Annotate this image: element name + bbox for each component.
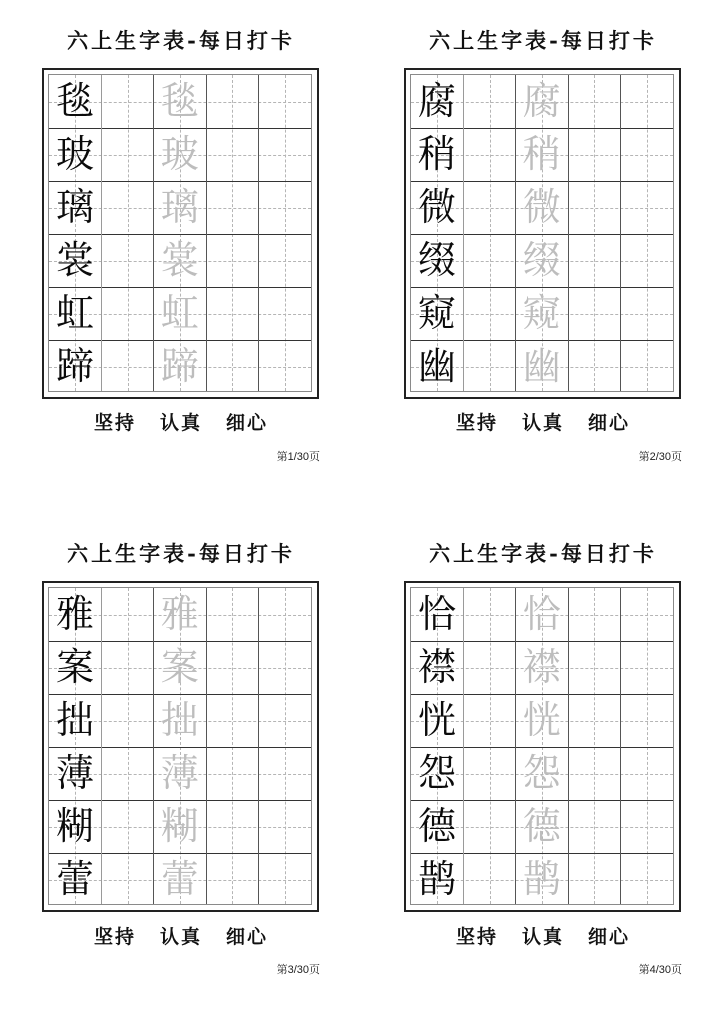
- empty-practice-cell: [621, 128, 673, 181]
- empty-practice-cell: [101, 853, 153, 906]
- empty-practice-cell: [259, 800, 311, 853]
- worksheet-panel-4: [404, 539, 682, 981]
- model-character: 蹄: [55, 344, 94, 388]
- page-number-label: 第4/30页: [638, 964, 682, 976]
- slogan-word: 坚持: [93, 412, 136, 434]
- trace-character: 薄: [160, 751, 199, 795]
- worksheet-title: 六上生字表-每日打卡: [67, 28, 295, 53]
- model-character: 毯: [55, 79, 94, 123]
- model-character: 恰: [417, 592, 456, 636]
- trace-character: 怨: [522, 751, 561, 795]
- model-character: 虹: [55, 291, 94, 335]
- model-character: 襟: [417, 645, 456, 689]
- trace-character: 雅: [160, 592, 199, 636]
- empty-practice-cell: [206, 234, 258, 287]
- empty-practice-cell: [463, 588, 515, 641]
- model-character: 鹊: [417, 857, 456, 901]
- empty-practice-cell: [259, 234, 311, 287]
- trace-character: 虹: [160, 291, 199, 335]
- slogan-word: 认真: [159, 412, 202, 434]
- practice-grid-frame: [42, 68, 319, 399]
- empty-practice-cell: [259, 641, 311, 694]
- slogan-word: 坚持: [93, 926, 136, 948]
- practice-grid-frame: [404, 581, 681, 912]
- empty-practice-cell: [101, 694, 153, 747]
- model-character: 幽: [417, 344, 456, 388]
- empty-practice-cell: [206, 181, 258, 234]
- empty-practice-cell: [568, 287, 620, 340]
- empty-practice-cell: [259, 694, 311, 747]
- empty-practice-cell: [101, 747, 153, 800]
- empty-practice-cell: [463, 128, 515, 181]
- model-character: 案: [55, 645, 94, 689]
- empty-practice-cell: [206, 128, 258, 181]
- empty-practice-cell: [621, 234, 673, 287]
- empty-practice-cell: [463, 853, 515, 906]
- practice-grid: [48, 587, 312, 905]
- model-character: 薄: [55, 751, 94, 795]
- slogan: [404, 410, 682, 436]
- trace-character: 玻: [160, 132, 199, 176]
- trace-character: 稍: [522, 132, 561, 176]
- empty-practice-cell: [621, 747, 673, 800]
- empty-practice-cell: [568, 75, 620, 128]
- model-character: 德: [417, 804, 456, 848]
- practice-grid: [410, 74, 674, 392]
- empty-practice-cell: [206, 853, 258, 906]
- model-character: 恍: [417, 698, 456, 742]
- empty-practice-cell: [259, 340, 311, 393]
- empty-practice-cell: [463, 75, 515, 128]
- empty-practice-cell: [621, 694, 673, 747]
- empty-practice-cell: [101, 234, 153, 287]
- practice-grid: [48, 74, 312, 392]
- empty-practice-cell: [463, 181, 515, 234]
- empty-practice-cell: [101, 128, 153, 181]
- empty-practice-cell: [259, 853, 311, 906]
- slogan: [404, 924, 682, 950]
- empty-practice-cell: [568, 588, 620, 641]
- model-character: 微: [417, 185, 456, 229]
- model-character: 糊: [55, 804, 94, 848]
- page-number-label: 第1/30页: [276, 451, 320, 463]
- empty-practice-cell: [206, 340, 258, 393]
- slogan-word: 细心: [588, 412, 631, 434]
- trace-character: 毯: [160, 79, 199, 123]
- model-character: 玻: [55, 132, 94, 176]
- trace-character: 蕾: [160, 857, 199, 901]
- slogan: [42, 410, 320, 436]
- empty-practice-cell: [206, 694, 258, 747]
- practice-grid-frame: [404, 68, 681, 399]
- empty-practice-cell: [206, 588, 258, 641]
- empty-practice-cell: [621, 181, 673, 234]
- trace-character: 襟: [522, 645, 561, 689]
- model-character: 裳: [55, 238, 94, 282]
- empty-practice-cell: [259, 747, 311, 800]
- slogan-word: 认真: [521, 412, 564, 434]
- model-character: 缀: [417, 238, 456, 282]
- empty-practice-cell: [621, 287, 673, 340]
- empty-practice-cell: [259, 588, 311, 641]
- practice-grid: [410, 587, 674, 905]
- empty-practice-cell: [568, 694, 620, 747]
- worksheet-title: 六上生字表-每日打卡: [429, 28, 657, 53]
- empty-practice-cell: [568, 853, 620, 906]
- trace-character: 缀: [522, 238, 561, 282]
- empty-practice-cell: [621, 641, 673, 694]
- empty-practice-cell: [568, 181, 620, 234]
- empty-practice-cell: [259, 287, 311, 340]
- worksheet-title: 六上生字表-每日打卡: [429, 541, 657, 566]
- empty-practice-cell: [463, 287, 515, 340]
- slogan-word: 认真: [159, 926, 202, 948]
- trace-character: 窥: [522, 291, 561, 335]
- empty-practice-cell: [206, 287, 258, 340]
- trace-character: 腐: [522, 79, 561, 123]
- empty-practice-cell: [206, 747, 258, 800]
- trace-character: 案: [160, 645, 199, 689]
- empty-practice-cell: [463, 340, 515, 393]
- model-character: 璃: [55, 185, 94, 229]
- empty-practice-cell: [568, 641, 620, 694]
- model-character: 怨: [417, 751, 456, 795]
- slogan-word: 细心: [588, 926, 631, 948]
- empty-practice-cell: [101, 75, 153, 128]
- trace-character: 裳: [160, 238, 199, 282]
- slogan-word: 坚持: [455, 926, 498, 948]
- empty-practice-cell: [206, 75, 258, 128]
- empty-practice-cell: [101, 287, 153, 340]
- trace-character: 璃: [160, 185, 199, 229]
- page-number-label: 第3/30页: [276, 964, 320, 976]
- model-character: 腐: [417, 79, 456, 123]
- trace-character: 微: [522, 185, 561, 229]
- empty-practice-cell: [101, 641, 153, 694]
- model-character: 拙: [55, 698, 94, 742]
- page-number-label: 第2/30页: [638, 451, 682, 463]
- model-character: 稍: [417, 132, 456, 176]
- trace-character: 蹄: [160, 344, 199, 388]
- slogan-word: 细心: [226, 412, 269, 434]
- slogan: [42, 924, 320, 950]
- practice-grid-frame: [42, 581, 319, 912]
- trace-character: 恍: [522, 698, 561, 742]
- model-character: 雅: [55, 592, 94, 636]
- empty-practice-cell: [621, 800, 673, 853]
- empty-practice-cell: [463, 800, 515, 853]
- empty-practice-cell: [101, 588, 153, 641]
- empty-practice-cell: [463, 747, 515, 800]
- trace-character: 恰: [522, 592, 561, 636]
- empty-practice-cell: [101, 340, 153, 393]
- slogan-word: 认真: [521, 926, 564, 948]
- empty-practice-cell: [463, 694, 515, 747]
- empty-practice-cell: [463, 234, 515, 287]
- empty-practice-cell: [206, 800, 258, 853]
- slogan-word: 细心: [226, 926, 269, 948]
- trace-character: 糊: [160, 804, 199, 848]
- empty-practice-cell: [621, 75, 673, 128]
- empty-practice-cell: [568, 128, 620, 181]
- trace-character: 拙: [160, 698, 199, 742]
- trace-character: 鹊: [522, 857, 561, 901]
- empty-practice-cell: [463, 641, 515, 694]
- empty-practice-cell: [259, 75, 311, 128]
- empty-practice-cell: [259, 128, 311, 181]
- empty-practice-cell: [568, 747, 620, 800]
- slogan-word: 坚持: [455, 412, 498, 434]
- empty-practice-cell: [568, 234, 620, 287]
- trace-character: 德: [522, 804, 561, 848]
- worksheet-title: 六上生字表-每日打卡: [67, 541, 295, 566]
- empty-practice-cell: [101, 181, 153, 234]
- trace-character: 幽: [522, 344, 561, 388]
- empty-practice-cell: [259, 181, 311, 234]
- worksheet-panel-1: [42, 26, 320, 468]
- empty-practice-cell: [621, 853, 673, 906]
- empty-practice-cell: [568, 340, 620, 393]
- model-character: 窥: [417, 291, 456, 335]
- empty-practice-cell: [206, 641, 258, 694]
- model-character: 蕾: [55, 857, 94, 901]
- worksheet-panel-2: [404, 26, 682, 468]
- empty-practice-cell: [101, 800, 153, 853]
- empty-practice-cell: [621, 588, 673, 641]
- worksheet-panel-3: [42, 539, 320, 981]
- empty-practice-cell: [621, 340, 673, 393]
- empty-practice-cell: [568, 800, 620, 853]
